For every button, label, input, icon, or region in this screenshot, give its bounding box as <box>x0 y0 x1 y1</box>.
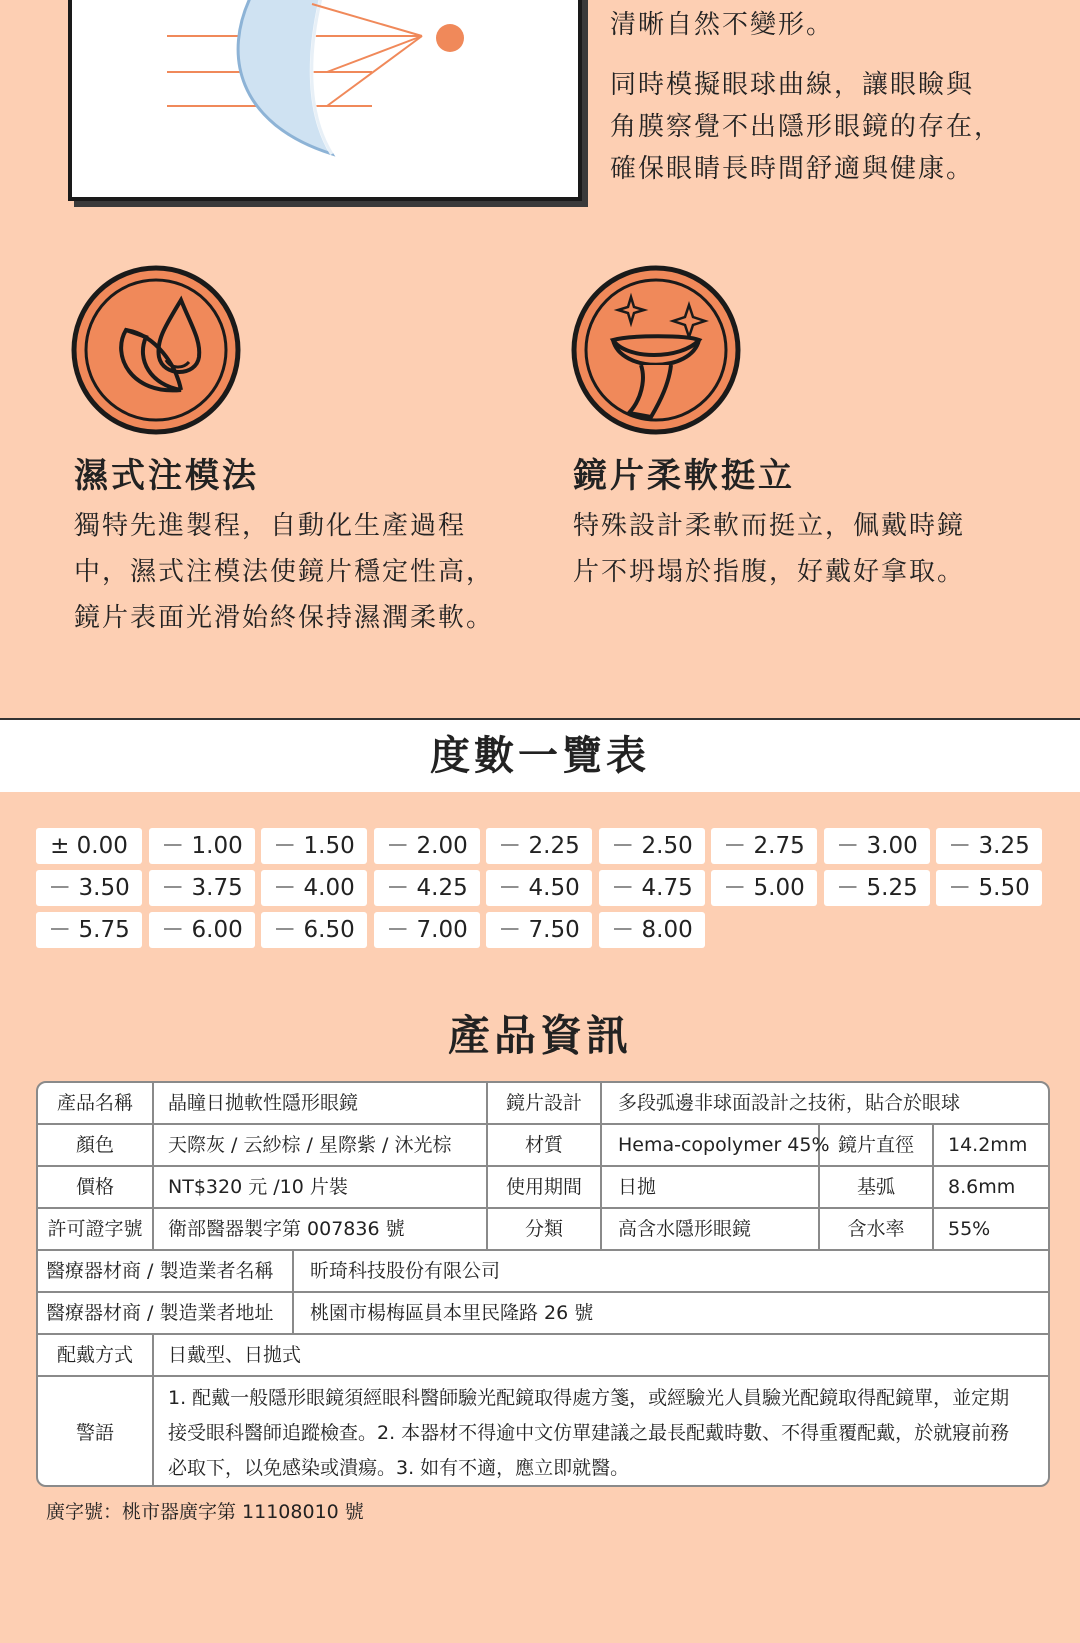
value-base-curve: 8.6mm <box>948 1176 1016 1198</box>
value-wear-mode: 日戴型、日拋式 <box>168 1344 302 1366</box>
degree-cell: － 4.50 <box>486 870 592 906</box>
text-line: 中，濕式注模法使鏡片穩定性高， <box>74 557 495 587</box>
text-line: 特殊設計柔軟而挺立，佩戴時鏡 <box>573 511 966 541</box>
degree-cell: － 3.75 <box>149 870 255 906</box>
degree-cell: － 7.50 <box>486 912 592 948</box>
label-manufacturer: 醫療器材商 / 製造業者名稱 <box>46 1260 274 1282</box>
degree-title: 度數一覽表 <box>430 733 650 779</box>
label-material: 材質 <box>524 1134 563 1156</box>
feature-title: 鏡片柔軟挺立 <box>573 456 795 496</box>
label-price: 價格 <box>75 1176 114 1198</box>
degree-cell: － 4.00 <box>261 870 367 906</box>
value-lens-design: 多段弧邊非球面設計之技術，貼合於眼球 <box>618 1092 961 1114</box>
value-manufacturer: 昕琦科技股份有限公司 <box>310 1260 501 1282</box>
degree-cell: － 4.75 <box>599 870 705 906</box>
value-diameter: 14.2mm <box>948 1134 1028 1156</box>
feature-body <box>74 503 494 641</box>
degree-cell: － 1.50 <box>261 828 367 864</box>
label-water-content: 含水率 <box>847 1218 905 1240</box>
degree-cell: － 6.00 <box>149 912 255 948</box>
text-line: 確保眼睛長時間舒適與健康。 <box>610 154 975 184</box>
sparkle-lens-finger-icon <box>571 265 741 435</box>
value-material: Hema-copolymer 45% <box>618 1134 830 1156</box>
water-drop-lens-icon <box>71 265 241 435</box>
degree-cell: － 4.25 <box>374 870 480 906</box>
degree-cell: － 3.00 <box>824 828 930 864</box>
text-line: 清晰自然不變形。 <box>610 10 835 40</box>
value-color: 天際灰 / 云紗棕 / 星際紫 / 沐光棕 <box>168 1134 452 1156</box>
text-line: 角膜察覺不出隱形眼鏡的存在， <box>610 112 1003 142</box>
value-water-content: 55% <box>948 1218 991 1240</box>
label-diameter: 鏡片直徑 <box>837 1134 914 1156</box>
degree-cell: － 6.50 <box>261 912 367 948</box>
top-paragraph-2 <box>610 64 1002 190</box>
label-lens-design: 鏡片設計 <box>505 1092 582 1114</box>
degree-cell: － 1.00 <box>149 828 255 864</box>
lens-illustration <box>68 0 582 201</box>
text-line: 鏡片表面光滑始終保持濕潤柔軟。 <box>74 603 495 633</box>
degree-cell: － 8.00 <box>599 912 705 948</box>
label-license: 許可證字號 <box>47 1218 143 1240</box>
text-line: 片不坍塌於指腹，好戴好拿取。 <box>573 557 966 587</box>
value-period: 日拋 <box>618 1176 657 1198</box>
value-license: 衛部醫器製字第 007836 號 <box>168 1218 405 1240</box>
value-warning: 1. 配戴一般隱形眼鏡須經眼科醫師驗光配鏡取得處方箋，或經驗光人員驗光配鏡取得配鏡單，並定期接受眼科醫師追蹤檢查。2. 本器材不得逾中文仿單建議之最長配戴時數、不得重覆配戴，於就寢前務必取下，以免感染或潰瘍。3. 如有不適，應立即就醫。 <box>168 1387 1010 1479</box>
value-price: NT$320 元 /10 片裝 <box>168 1176 348 1198</box>
label-warning: 警語 <box>75 1422 114 1444</box>
degree-cell: － 7.00 <box>374 912 480 948</box>
text-line: 同時模擬眼球曲線，讓眼瞼與 <box>610 70 975 100</box>
label-base-curve: 基弧 <box>856 1176 895 1198</box>
value-address: 桃園市楊梅區員本里民隆路 26 號 <box>310 1302 594 1324</box>
top-paragraph-1 <box>610 4 834 46</box>
degree-cell: － 5.25 <box>824 870 930 906</box>
feature-section <box>0 0 1080 718</box>
degree-cell: － 2.75 <box>711 828 817 864</box>
degree-cell: － 3.25 <box>936 828 1042 864</box>
degree-cell: － 2.50 <box>599 828 705 864</box>
degree-cell: － 2.25 <box>486 828 592 864</box>
degree-cell: － 2.00 <box>374 828 480 864</box>
label-product-name: 產品名稱 <box>56 1092 133 1114</box>
degree-header-band <box>0 718 1080 792</box>
label-address: 醫療器材商 / 製造業者地址 <box>46 1302 274 1324</box>
info-title: 產品資訊 <box>447 1011 632 1060</box>
feature-title: 濕式注模法 <box>74 456 259 496</box>
feature-body <box>573 503 965 595</box>
ad-license-number: 廣字號：桃市器廣字第 11108010 號 <box>46 1501 364 1523</box>
degree-cell: － 5.00 <box>711 870 817 906</box>
value-class: 高含水隱形眼鏡 <box>618 1218 752 1240</box>
label-color: 顏色 <box>75 1134 114 1156</box>
label-period: 使用期間 <box>505 1176 582 1198</box>
degree-cell: － 3.50 <box>36 870 142 906</box>
degree-cell: － 5.50 <box>936 870 1042 906</box>
label-wear-mode: 配戴方式 <box>56 1344 133 1366</box>
value-product-name: 晶瞳日拋軟性隱形眼鏡 <box>168 1092 359 1114</box>
label-class: 分類 <box>524 1218 563 1240</box>
degree-cell: ± 0.00 <box>36 828 142 864</box>
text-line: 獨特先進製程，自動化生產過程 <box>74 511 467 541</box>
lens-diagram-icon <box>72 0 578 197</box>
product-info-table <box>36 1081 1050 1487</box>
degree-cell: － 5.75 <box>36 912 142 948</box>
